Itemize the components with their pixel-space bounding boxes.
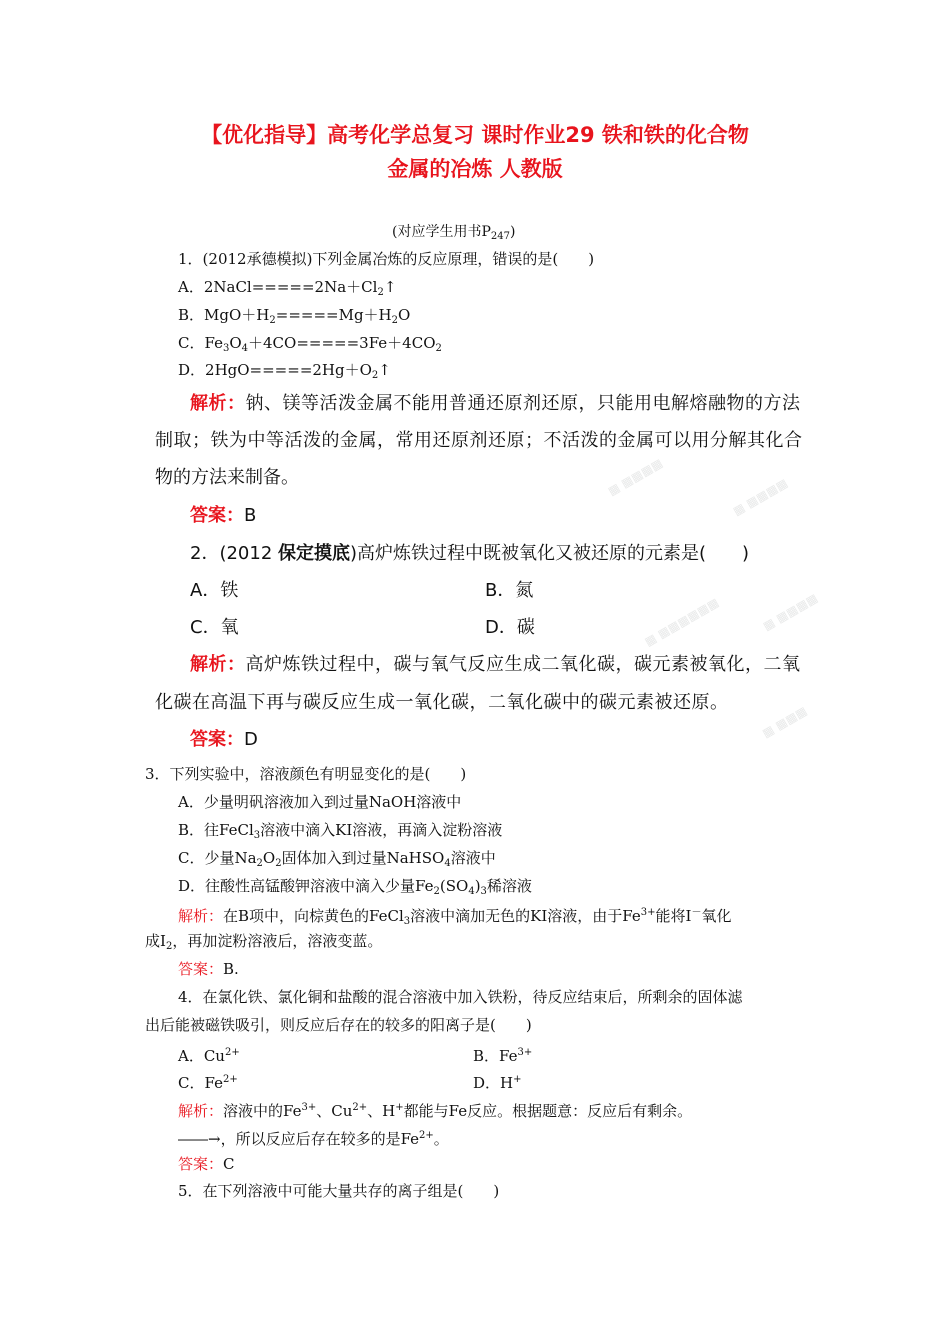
q4-answer: 答案：C (178, 1155, 235, 1173)
q1-stem: 1．(2012承德模拟)下列金属冶炼的反应原理，错误的是( ) (178, 250, 595, 268)
q1-analysis-line1: 解析：钠、镁等活泼金属不能用普通还原剂还原，只能用电解熔融物的方法 (190, 393, 801, 414)
analysis-label: 解析： (190, 654, 246, 675)
answer-label: 答案： (190, 729, 244, 750)
answer-label: 答案： (178, 960, 224, 978)
q2-option-c: C．氧 (190, 617, 239, 638)
q2-option-b: B．氮 (485, 580, 534, 601)
watermark: ▦ ▦▦▦ (759, 703, 810, 741)
q4-stem-line2: 出后能被磁铁吸引，则反应后存在的较多的阳离子是( ) (145, 1016, 532, 1034)
q3-answer: 答案：B. (178, 960, 239, 978)
reaction-arrow: ――→ (178, 1130, 221, 1148)
q3-option-c: C．少量$Na_2O_2$固体加入到过量NaHSO$_4$溶液中 (178, 849, 496, 869)
q4-stem-line1: 4．在氯化铁、氯化铜和盐酸的混合溶液中加入铁粉，待反应结束后，所剩余的固体滤 (178, 988, 743, 1006)
q4-option-a: A．$Cu^{2+}$ (178, 1047, 240, 1065)
q4-analysis-line1: 解析：溶液中的$Fe^{3+}$、$Cu^{2+}$、H+都能与Fe反应。根据题意：反应后有剩余。 (178, 1102, 693, 1120)
q4-option-b: B．$Fe^{3+}$ (473, 1047, 533, 1065)
q1-analysis-line3: 物的方法来制备。 (155, 467, 299, 488)
q3-analysis-line2: 成$I_2$，再加淀粉溶液后，溶液变蓝。 (145, 932, 383, 952)
document-title-line2: 金属的冶炼 人教版 (387, 157, 563, 181)
analysis-label: 解析： (190, 393, 246, 414)
q2-analysis-line2: 化碳在高温下再与碳反应生成一氧化碳，二氧化碳中的碳元素被还原。 (155, 692, 729, 713)
q1-option-b: B．$MgO+H_2=====Mg+H_2O$ (178, 306, 411, 326)
watermark: ▦ ▦▦▦▦ (760, 590, 820, 634)
q4-analysis-line2: ――→，所以反应后存在较多的是$Fe^{2+}$。 (178, 1130, 449, 1148)
q5-stem: 5．在下列溶液中可能大量共存的离子组是( ) (178, 1182, 500, 1200)
q1-option-c: C．$Fe_3O_4+4CO=====3Fe+4CO_2$ (178, 334, 442, 354)
answer-label: 答案： (178, 1155, 224, 1173)
q3-option-d: D．往酸性高锰酸钾溶液中滴入少量$Fe_2(SO_4)_3$稀溶液 (178, 877, 532, 897)
q2-option-d: D．碳 (485, 617, 535, 638)
q3-stem: 3．下列实验中，溶液颜色有明显变化的是( ) (145, 765, 467, 783)
q2-answer: 答案：D (190, 729, 258, 750)
q2-stem: 2．(2012 保定摸底)高炉炼铁过程中既被氧化又被还原的元素是( ) (190, 543, 750, 564)
watermark: ▦ ▦▦▦▦ (730, 475, 790, 519)
answer-label: 答案： (190, 505, 244, 526)
q2-analysis-line1: 解析：高炉炼铁过程中，碳与氧气反应生成二氧化碳，碳元素被氧化，二氧 (190, 654, 801, 675)
analysis-label: 解析： (178, 907, 224, 925)
q2-option-a: A．铁 (190, 580, 239, 601)
watermark: ▦ ▦▦▦▦▦▦ (642, 595, 722, 649)
q1-option-d: D．$2HgO=====2Hg+O_2↑$ (178, 361, 391, 381)
q1-answer: 答案：B (190, 505, 257, 526)
q4-option-d: D．H+ (473, 1074, 522, 1092)
q3-option-a: A．少量明矾溶液加入到过量NaOH溶液中 (178, 793, 462, 811)
source-note: (对应学生用书$P_{247}$) (392, 224, 516, 242)
watermark: ▦ ▦▦▦▦ (605, 455, 665, 499)
q3-analysis-line1: 解析：在B项中，向棕黄色的FeCl$_3$溶液中滴加无色的KI溶液，由于$Fe^{3+}$能将I－氧化 (178, 907, 732, 927)
q4-option-c: C．$Fe^{2+}$ (178, 1074, 238, 1092)
q1-analysis-line2: 制取；铁为中等活泼的金属，常用还原剂还原；不活泼的金属可以用分解其化合 (155, 430, 803, 451)
q1-option-a: A．$2NaCl=====2Na+Cl_2↑$ (178, 278, 397, 298)
analysis-label: 解析： (178, 1102, 224, 1120)
document-title-line1: 【优化指导】高考化学总复习 课时作业29 铁和铁的化合物 (201, 123, 749, 147)
q3-option-b: B．往FeCl$_3$溶液中滴入KI溶液，再滴入淀粉溶液 (178, 821, 503, 841)
